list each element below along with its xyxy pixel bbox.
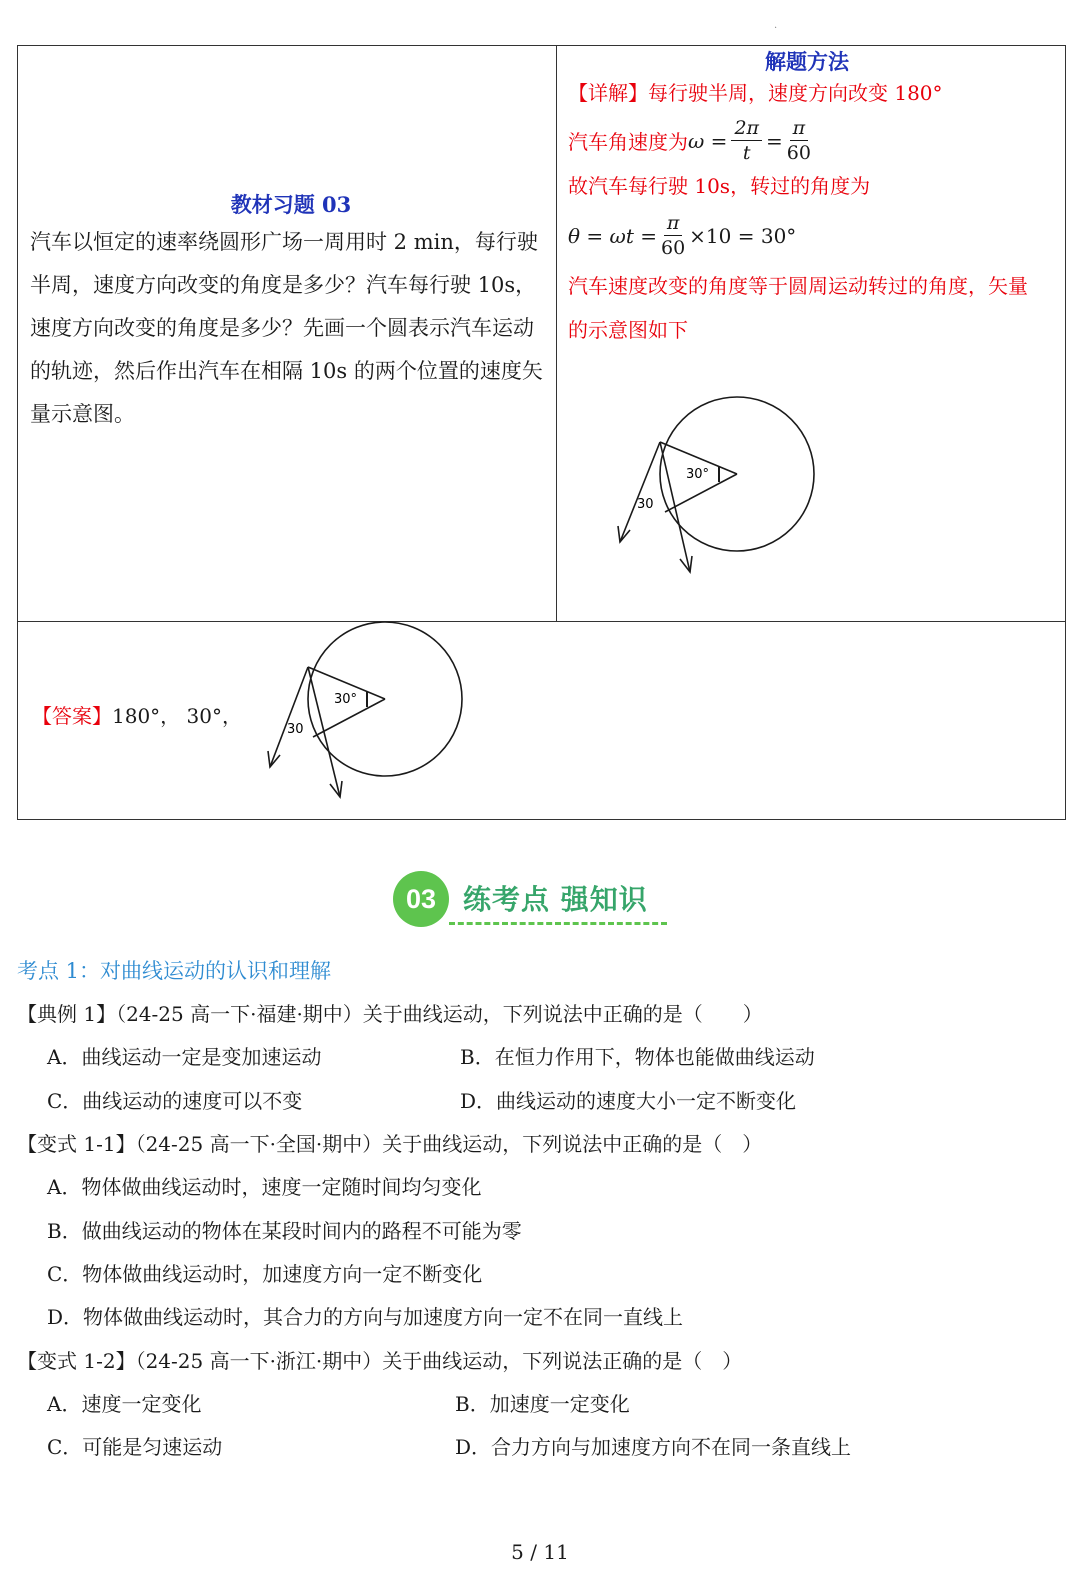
angle-label-tangent: 30 (637, 497, 654, 512)
section-badge (393, 868, 683, 932)
fraction-pi-60-theta: $\frac{\pi}{60}$ (660, 212, 686, 259)
section-title: 练考点 强知识 (463, 883, 648, 916)
q2-option-a: A．物体做曲线运动时，速度一定随时间均匀变化 (47, 1175, 482, 1199)
method-cell (557, 46, 1066, 622)
omega-lhs: ω = (688, 128, 728, 153)
answer-label: 【答案】 (32, 704, 112, 728)
conclusion: 汽车速度改变的角度等于圆周运动转过的角度，矢量的示意图如下 (568, 274, 1028, 342)
page-number: 5 / 11 (511, 1540, 569, 1564)
velocity-vector-2 (308, 667, 340, 797)
q3-option-a: A．速度一定变化 (47, 1392, 202, 1416)
arrowhead-2 (680, 556, 692, 572)
theta-formula (568, 211, 1046, 260)
velocity-vector-1 (620, 442, 660, 542)
q3-option-c: C．可能是匀速运动 (47, 1435, 223, 1459)
detail-text: 每行驶半周，速度方向改变 180° (648, 81, 943, 105)
angular-prefix: 汽车角速度为 (568, 130, 688, 154)
theta-lhs: θ = ωt = (568, 223, 657, 248)
q3-option-b: B．加速度一定变化 (455, 1392, 630, 1416)
theta-rhs: ×10 = 30° (689, 223, 797, 248)
equals-sign: = (766, 128, 783, 153)
angle-label-center: 30° (686, 467, 710, 482)
kaodian-1-heading: 考点 1：对曲线运动的认识和理解 (17, 959, 332, 983)
velocity-vector-2 (660, 442, 690, 572)
textbook-body: 汽车以恒定的速率绕圆形广场一周用时 2 min，每行驶半周，速度方向改变的角度是多少？汽车每行驶 10s，速度方向改变的角度是多少？先画一个圆表示汽车运动的轨迹，然后作出汽车在相隔 10s 的两个位置的速度矢量示意图。 (30, 230, 543, 426)
arrowhead-1 (268, 751, 280, 767)
fraction-2pi-t: $\frac{2\pi}{t}$ (731, 116, 762, 165)
q1-option-a: A．曲线运动一定是变加速运动 (47, 1045, 322, 1069)
q1-option-d: D．曲线运动的速度大小一定不断变化 (460, 1089, 797, 1113)
answer-text: 180°， 30°， (112, 704, 242, 728)
answer-line (32, 700, 242, 729)
textbook-cell (18, 46, 557, 622)
q3-option-d: D．合力方向与加速度方向不在同一条直线上 (455, 1435, 852, 1459)
corner-mark: . (774, 20, 778, 31)
q2-option-c: C．物体做曲线运动时，加速度方向一定不断变化 (47, 1262, 483, 1286)
angle-label-tangent: 30 (287, 722, 304, 737)
method-velocity-diagram (582, 394, 822, 584)
detail-line (568, 78, 1046, 108)
method-title: 解题方法 (765, 49, 849, 74)
answer-velocity-diagram (263, 619, 503, 809)
angular-velocity-formula (568, 116, 1046, 165)
q1-option-b: B．在恒力作用下，物体也能做曲线运动 (460, 1045, 815, 1069)
section-underline (449, 922, 667, 925)
answer-cell (18, 622, 1066, 820)
textbook-title: 教材习题 03 (230, 192, 352, 217)
velocity-vector-1 (270, 667, 308, 767)
q3-stem: 【变式 1-2】（24-25 高一下·浙江·期中）关于曲线运动，下列说法正确的是（ ） (17, 1349, 743, 1373)
section-number-badge: 03 (393, 871, 449, 927)
detail-label: 【详解】 (568, 81, 648, 105)
q2-stem: 【变式 1-1】（24-25 高一下·全国·期中）关于曲线运动，下列说法中正确的是（ ） (17, 1132, 763, 1156)
fraction-pi-60: $\frac{\pi}{60}$ (786, 117, 811, 164)
q2-option-d: D．物体做曲线运动时，其合力的方向与加速度方向一定不在同一直线上 (47, 1305, 684, 1329)
exercise-table (17, 45, 1066, 820)
q1-stem: 【典例 1】（24-25 高一下·福建·期中）关于曲线运动，下列说法中正确的是（ ） (17, 1002, 763, 1026)
q1-option-c: C．曲线运动的速度可以不变 (47, 1089, 303, 1113)
q2-option-b: B．做曲线运动的物体在某段时间内的路程不可能为零 (47, 1219, 522, 1243)
angle-label-center: 30° (334, 692, 358, 707)
line-10s: 故汽车每行驶 10s，转过的角度为 (568, 174, 871, 198)
